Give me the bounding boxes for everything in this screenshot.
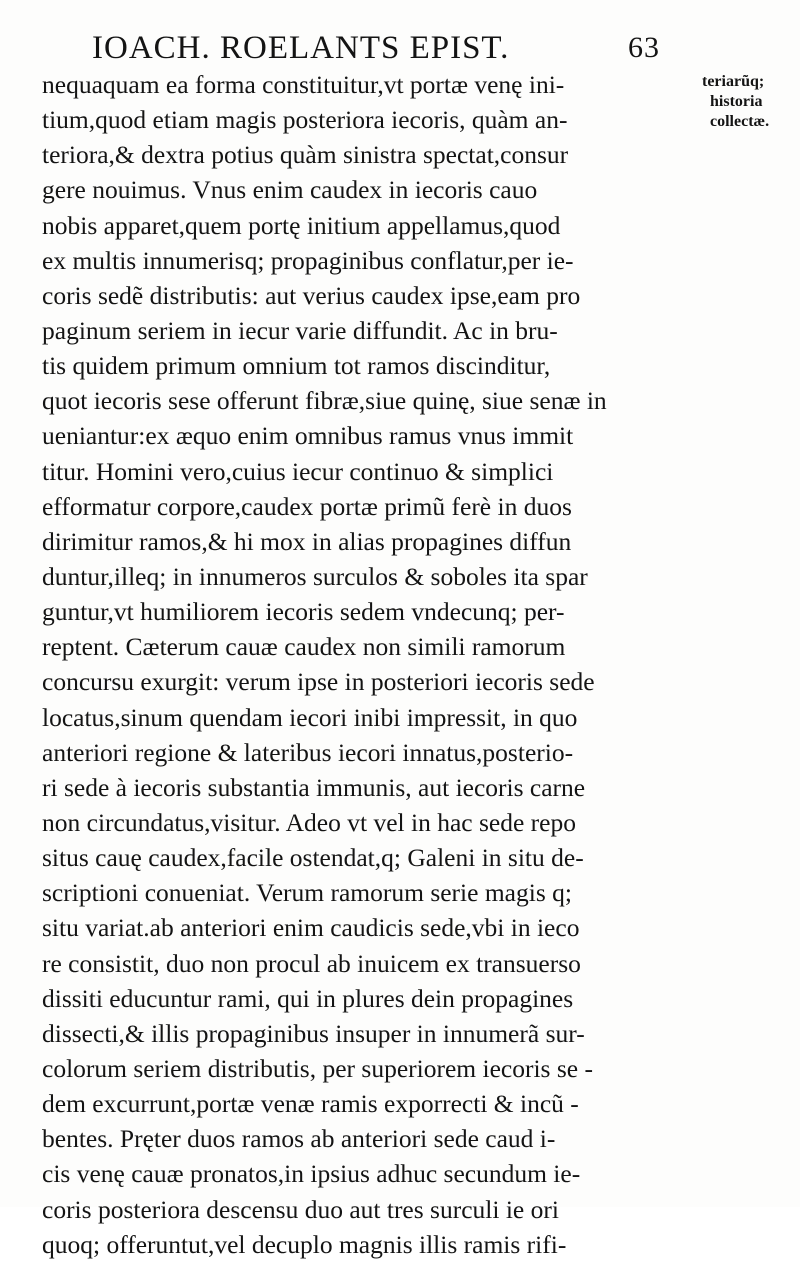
text-line: ex multis innumerisq; propaginibus conflatur,per ie- xyxy=(42,245,574,275)
text-line: anteriori regione & lateribus iecori innatus,posterio- xyxy=(42,737,574,767)
text-line: gere nouimus. Vnus enim caudex in iecoris cauo xyxy=(42,175,538,205)
text-line: tis quidem primum omnium tot ramos discinditur, xyxy=(42,351,551,381)
text-line: nobis apparet,quem portę initium appellamus,quod xyxy=(42,210,561,240)
text-line: nequaquam ea forma constituitur,vt portæ venę ini- xyxy=(42,70,565,99)
text-line: reptent. Cæterum cauæ caudex non simili ramorum xyxy=(42,632,566,662)
text-line: quot iecoris sese offerunt fibræ,siue quinę, siue senæ in xyxy=(42,386,607,416)
marginal-note xyxy=(702,72,798,132)
text-line: dissecti,& illis propaginibus insuper in innumerã sur- xyxy=(42,1018,585,1048)
text-line: scriptioni conueniat. Verum ramorum serie magis q; xyxy=(42,878,572,908)
text-line: situs cauę caudex,facile ostendat,q; Galeni in situ de- xyxy=(42,843,584,873)
text-line: ueniantur:ex æquo enim omnibus ramus vnus immit xyxy=(42,421,574,451)
text-line: cis venę cauæ pronatos,in ipsius adhuc secundum ie- xyxy=(42,1159,581,1189)
text-line: locatus,sinum quendam iecori inibi impressit, in quo xyxy=(42,702,578,732)
text-line: efformatur corpore,caudex portæ primũ ferè in duos xyxy=(42,491,572,521)
text-line: quoq; offeruntut,vel decuplo magnis illis ramis rifi- xyxy=(42,1229,567,1259)
page-number: 63 xyxy=(628,31,660,64)
text-line: dirimitur ramos,& hi mox in alias propagines diffun xyxy=(42,526,572,556)
text-line: coris sedẽ distributis: aut verius caudex ipse,eam pro xyxy=(42,280,581,310)
running-head: IOACH. ROELANTS EPIST. xyxy=(92,30,510,66)
text-line: non circundatus,visitur. Adeo vt vel in hac sede repo xyxy=(42,807,576,837)
text-line: concursu exurgit: verum ipse in posteriori iecoris sede xyxy=(42,667,595,697)
text-line: duntur,illeq; in innumeros surculos & soboles ita spar xyxy=(42,561,588,591)
text-line: ri sede à iecoris substantia immunis, aut iecoris carne xyxy=(42,772,586,802)
marginal-note-line: teriarũq; xyxy=(702,73,765,90)
text-line: titur. Homini vero,cuius iecur continuo & simplici xyxy=(42,456,554,486)
text-line: dem excurrunt,portæ venæ ramis exporrecti & incũ - xyxy=(42,1089,579,1119)
main-text-block xyxy=(42,67,692,1262)
text-line: teriora,& dextra potius quàm sinistra spectat,consur xyxy=(42,140,569,170)
text-line: coris posteriora descensu duo aut tres surculi ie ori xyxy=(42,1194,559,1224)
text-line: guntur,vt humiliorem iecoris sedem vndecunq; per- xyxy=(42,597,565,627)
marginal-note-line: collectæ. xyxy=(710,113,770,130)
page-header xyxy=(92,28,692,68)
text-line: paginum seriem in iecur varie diffundit. Ac in bru- xyxy=(42,315,558,345)
text-line: tium,quod etiam magis posteriora iecoris, quàm an- xyxy=(42,105,568,135)
text-line: re consistit, duo non procul ab inuicem ex transuerso xyxy=(42,948,581,978)
marginal-note-line: historia xyxy=(710,93,763,110)
text-line: dissiti educuntur rami, qui in plures dein propagines xyxy=(42,983,574,1013)
text-line: bentes. Pręter duos ramos ab anteriori sede caud i- xyxy=(42,1124,556,1154)
text-line: situ variat.ab anteriori enim caudicis sede,vbi in ieco xyxy=(42,913,580,943)
text-line: colorum seriem distributis, per superiorem iecoris se - xyxy=(42,1053,593,1083)
